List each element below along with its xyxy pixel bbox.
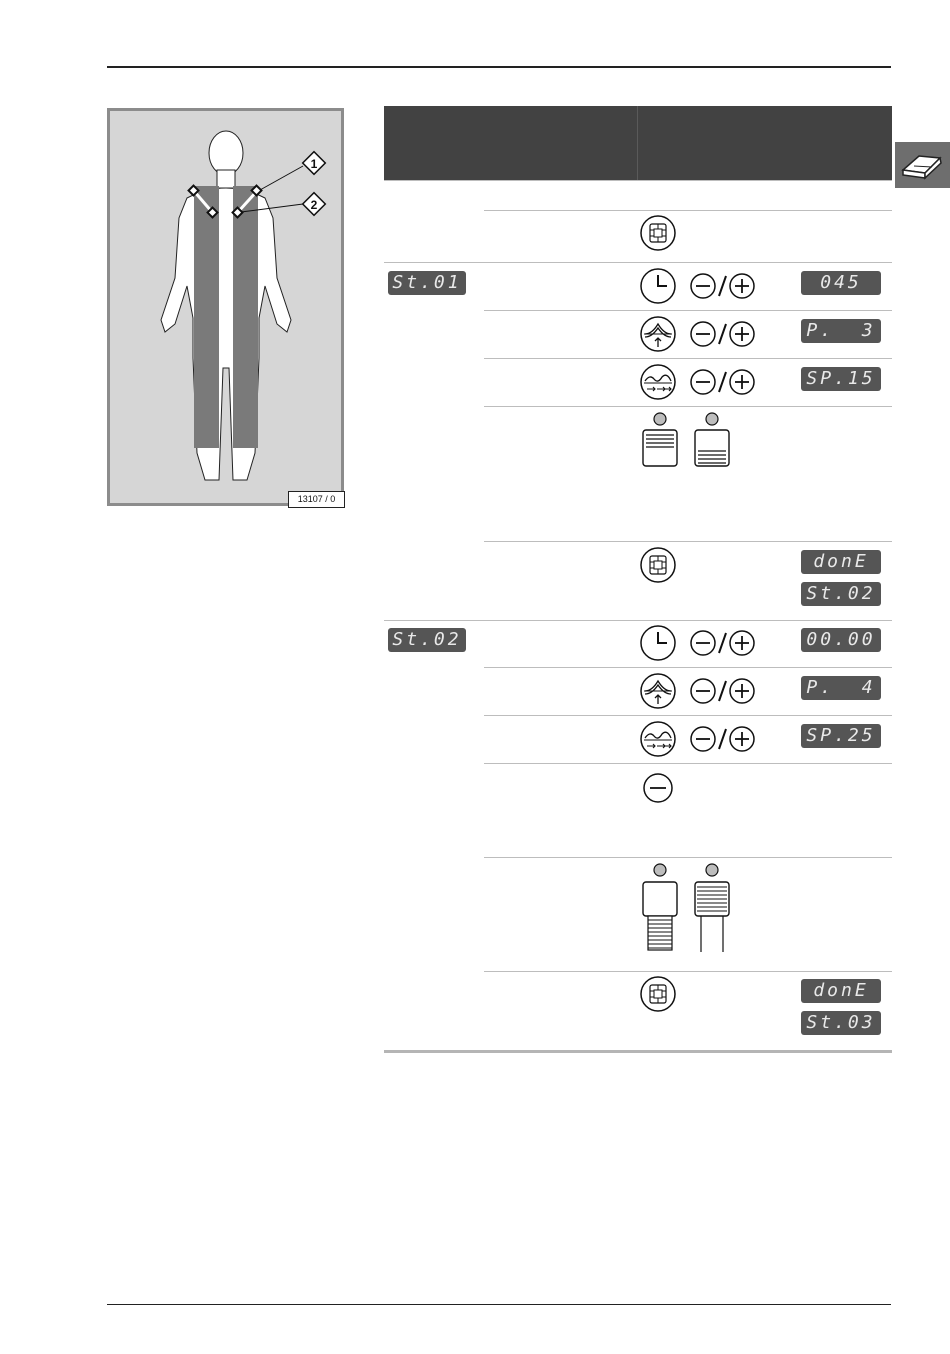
display-readout: 045 (801, 271, 881, 295)
table-header (384, 106, 892, 180)
row-divider (384, 262, 892, 263)
clock-icon (640, 268, 676, 304)
row-divider (484, 971, 892, 972)
figure-label: 13107 / 0 (288, 491, 345, 508)
minus-plus-icon (689, 725, 757, 753)
step-code: St.01 (388, 271, 466, 295)
table-end-rule (384, 1050, 892, 1053)
callout-1: 1 (310, 157, 318, 171)
frequency-icon (640, 364, 676, 400)
clock-icon (640, 625, 676, 661)
row-divider (484, 358, 892, 359)
row-divider (384, 620, 892, 621)
display-readout: SP.25 (801, 724, 881, 748)
procedure-table (384, 106, 892, 1054)
minus-plus-icon (689, 629, 757, 657)
top-rule (107, 66, 891, 68)
minus-icon (642, 772, 674, 804)
intensity-icon (640, 316, 676, 352)
row-divider (484, 857, 892, 858)
minus-plus-icon (689, 272, 757, 300)
card-icon (640, 976, 676, 1012)
minus-plus-icon (689, 677, 757, 705)
minus-plus-icon (689, 320, 757, 348)
bottom-rule (107, 1304, 891, 1305)
row-divider (484, 310, 892, 311)
display-readout: St.03 (801, 1011, 881, 1035)
body-diagram (107, 108, 344, 506)
minus-plus-icon (689, 368, 757, 396)
display-readout: P. 4 (801, 676, 881, 700)
intensity-icon (640, 673, 676, 709)
frequency-icon (640, 721, 676, 757)
row-divider (384, 180, 892, 181)
row-divider (484, 715, 892, 716)
callout-2: 2 (310, 198, 318, 212)
display-readout: 00.00 (801, 628, 881, 652)
display-readout: donE (801, 979, 881, 1003)
header-divider (637, 106, 638, 180)
card-icon (640, 547, 676, 583)
display-readout: P. 3 (801, 319, 881, 343)
step-code: St.02 (388, 628, 466, 652)
electrode-pair-icon (640, 862, 734, 954)
row-divider (484, 667, 892, 668)
open-book-icon (895, 142, 950, 188)
row-divider (484, 541, 892, 542)
display-readout: SP.15 (801, 367, 881, 391)
row-divider (484, 406, 892, 407)
electrode-pair-icon (640, 411, 734, 469)
display-readout: St.02 (801, 582, 881, 606)
row-divider (484, 763, 892, 764)
display-readout: donE (801, 550, 881, 574)
row-divider (484, 210, 892, 211)
card-icon (640, 215, 676, 251)
